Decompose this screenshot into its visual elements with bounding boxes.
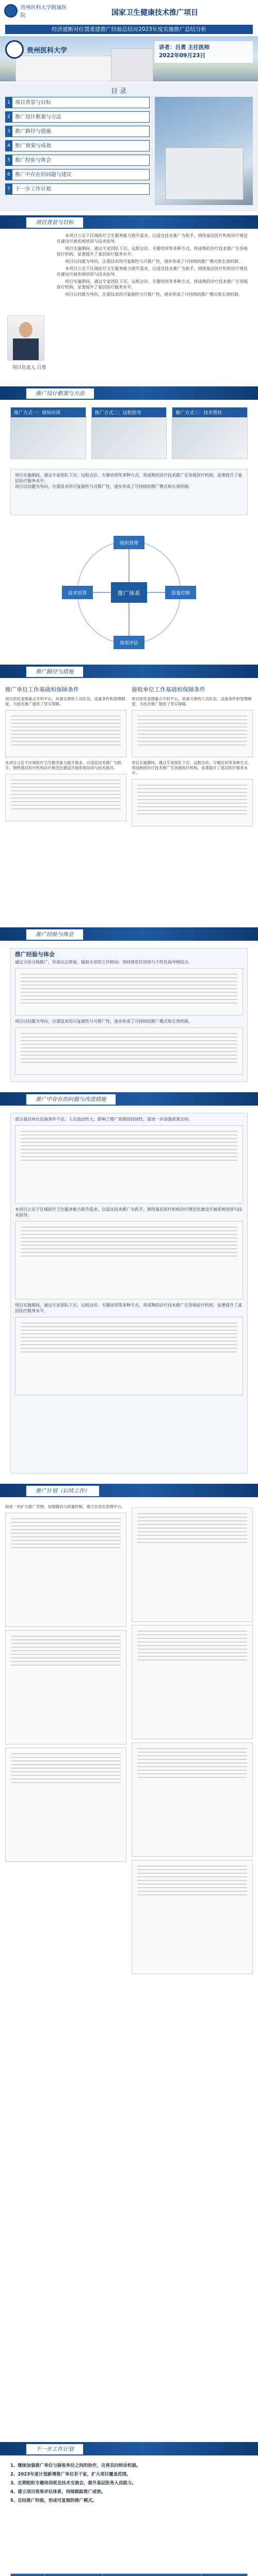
building-shape	[15, 56, 115, 81]
logo-text: 贵州医科大学附属医院	[20, 5, 67, 19]
promotion-diagram	[57, 531, 201, 654]
toc-heading: 目录	[111, 88, 129, 95]
column-body: 项目依托省级重点专科平台，具备完善的人员队伍、设备条件和管理制度，为技术推广提供了坚实保障。	[132, 697, 252, 706]
hero-banner	[0, 36, 258, 81]
text-block: 本项目立足于区域医疗卫生服务能力提升需求，以适宜技术推广为抓手，围绕基层医疗机构诊疗规范化建设开展系统培训与技术指导。	[15, 1207, 242, 1217]
hospital-seal-icon	[4, 4, 18, 18]
speaker-name: 讲者：吕勇 主任医师	[159, 44, 210, 50]
document-scan	[132, 779, 253, 826]
document-scan	[5, 774, 126, 821]
column-right	[132, 1504, 253, 1977]
table-header	[201, 2574, 247, 2576]
plan-item: 5、总结推广经验，形成可复制的推广模式。	[10, 2498, 97, 2503]
text-block: 推广经验与体会	[15, 951, 55, 958]
toc-item[interactable]: 5 推广经验与体会	[5, 155, 150, 166]
section-title: 推广设计框架与方法	[26, 388, 94, 399]
column-right	[132, 685, 253, 829]
text-block: 项目背景与目标	[15, 100, 51, 106]
university-seal-icon	[5, 40, 24, 59]
issues-box	[10, 1113, 248, 1473]
plan-list	[10, 2463, 248, 2506]
intro-text	[57, 233, 248, 299]
plan-table	[10, 2573, 248, 2576]
hospital-logo	[4, 4, 71, 18]
section-band	[0, 215, 258, 229]
experience-box	[10, 948, 248, 1082]
text-block: 通过分层分级推广，形成以点带面、辐射全省的工作格局；坚持规范化培训与个性化指导相结合。	[15, 960, 192, 964]
document-scan	[132, 1507, 253, 1622]
document-scan	[15, 1221, 243, 1299]
column-body: 项目依托省级重点专科平台，具备完善的人员队伍、设备条件和管理制度，为技术推广提供了坚实保障。	[5, 697, 125, 706]
table-header	[103, 2574, 202, 2576]
section-title: 推广路径与措施	[26, 666, 84, 677]
column-title: 接收单位工作基础和保障条件	[132, 686, 205, 693]
toc-item[interactable]: 7 下一步工作计划	[5, 183, 150, 195]
table-of-contents	[0, 82, 258, 211]
plan-item: 2、2023年度计划新增推广单位若干家，扩大项目覆盖范围。	[10, 2472, 131, 2477]
section-title: 项目背景与目标	[26, 217, 84, 228]
section-band	[0, 927, 258, 941]
text-block: 推广方式三：技术帮扶	[172, 408, 247, 417]
document-scan	[15, 968, 243, 1015]
building-shape	[111, 48, 153, 81]
plan-item: 1、继续加强推广单位与接收单位之间的协作，完善双向转诊机制。	[10, 2463, 141, 2468]
section-band	[0, 1484, 258, 1497]
plan-item: 4、建立项目效果评估体系，持续跟踪推广成效。	[10, 2489, 106, 2495]
toc-list	[5, 97, 150, 198]
document-subtitle: 经济道断对位置重建推广经验总结对2023年度实施推广总结分析	[5, 25, 253, 34]
table-header	[11, 2574, 45, 2576]
toc-item[interactable]: 3 推广路径与措施	[5, 126, 150, 137]
column-title: 推广单位工作基础和保障条件	[5, 686, 79, 693]
diagram-center: 推广体系	[118, 590, 140, 597]
text-block: 项目实施期间，通过专家团队下沉、远程会诊、专题培训等多种方式，将成熟的诊疗技术推广至各级医疗机构，显著提升了基层医疗服务水平。	[57, 246, 248, 257]
text-block: 本项目立足于区域医疗卫生服务能力提升需求，以适宜技术推广为抓手，围绕基层医疗机构诊疗规范化建设开展系统培训与技术指导。	[5, 760, 121, 770]
section-title: 推广经验与体会	[26, 929, 84, 940]
section-title: 推广中存在的问题与改进措施	[26, 1094, 116, 1105]
text-block: 推广经验与体会	[15, 158, 51, 163]
document-scan	[15, 1317, 243, 1395]
text-block: 推广路径与措施	[15, 129, 51, 134]
method-cards	[10, 407, 248, 459]
text-block: 推广中存在的问题与建议	[15, 172, 72, 178]
diagram-node: 效果评估	[119, 641, 139, 646]
text-block: 项目实施期间，通过专家团队下沉、远程会诊、专题培训等多种方式，将成熟的诊疗技术推广至各级医疗机构，显著提升了基层医疗服务水平。	[15, 473, 242, 483]
text-block: 部分基层单位设备条件不足、人员流动性大，影响了推广效果的持续性，需进一步加强政策支持。	[15, 1117, 192, 1122]
text-block: 项目以问题为导向，注重技术的可复制性与可推广性，逐步形成了可持续的推广模式和长效机制。	[15, 1019, 192, 1024]
text-block: 推广效果与成效	[15, 143, 51, 149]
document-scan	[15, 1125, 243, 1204]
table-header	[45, 2574, 103, 2576]
document-scan	[132, 1860, 253, 1974]
hospital-photo	[155, 97, 253, 205]
text-block: 项目实施期间，通过专家团队下沉、远程会诊、专题培训等多种方式，将成熟的诊疗技术推广至各级医疗机构，显著提升了基层医疗服务水平。	[15, 1303, 242, 1313]
speaker-panel	[155, 41, 253, 63]
text-block: 项目以问题为导向，注重技术的可复制性与可推广性，逐步形成了可持续的推广模式和长效机制。	[65, 292, 243, 297]
text-block: 项目实施期间，通过专家团队下沉、远程会诊、专题培训等多种方式，将成熟的诊疗技术推广至各级医疗机构，显著提升了基层医疗服务水平。	[57, 279, 248, 290]
document-title: 国家卫生健康技术推广项目	[111, 9, 198, 17]
method-notes	[10, 469, 248, 515]
leader-caption: 项目负责人 吕勇	[12, 365, 46, 370]
plan-item: 3、定期组织专题培训班及技术交流会，提升基层医务人员能力。	[10, 2481, 136, 2486]
method-card	[172, 407, 248, 459]
project-leader	[7, 315, 51, 370]
document-scan	[15, 1027, 243, 1075]
speaker-date: 2022年09月23日	[159, 53, 205, 59]
method-card	[91, 407, 167, 459]
section-band	[0, 386, 258, 400]
diagram-node: 组织管理	[119, 541, 139, 546]
section-title: 推广计划（后续工作）	[26, 1485, 100, 1497]
text-block: 项目以问题为导向，注重技术的可复制性与可推广性，逐步形成了可持续的推广模式和长效机制。	[15, 484, 192, 489]
section-band	[0, 2442, 258, 2455]
document-scan	[5, 1513, 126, 1627]
document-scan	[5, 710, 126, 757]
text-block: 项目实施期间，通过专家团队下沉、远程会诊、专题培训等多种方式，将成熟的诊疗技术推广至各级医疗机构，显著提升了基层医疗服务水平。	[132, 760, 252, 775]
column-left	[5, 1504, 126, 1977]
hero-brand-text: 贵州医科大学	[27, 46, 68, 55]
diagram-node: 技术培训	[68, 591, 87, 596]
toc-item[interactable]: 1 项目背景与目标	[5, 97, 150, 108]
document-scan	[132, 1742, 253, 1857]
toc-item[interactable]: 2 推广设计框架与方法	[5, 111, 150, 123]
diagram-node: 质量控制	[171, 591, 190, 596]
section-title: 下一步工作计划	[26, 2444, 84, 2455]
text-block: 推广设计框架与方法	[15, 114, 61, 120]
conditions-columns	[5, 685, 253, 829]
text-block: 项目以问题为导向，注重技术的可复制性与可推广性，逐步形成了可持续的推广模式和长效机制。	[65, 259, 243, 264]
column-left	[5, 685, 126, 829]
section-band	[0, 1092, 258, 1106]
method-card	[10, 407, 86, 459]
document-scan	[5, 1748, 126, 1862]
text-block: 拟进一步扩大推广范围，加强随访与质量控制，建立信息化管理平台。	[5, 1504, 125, 1509]
document-scan	[132, 710, 253, 757]
document-scan	[5, 1630, 126, 1744]
text-block: 下一步工作计划	[15, 187, 51, 192]
toc-item[interactable]: 4 推广效果与成效	[5, 140, 150, 151]
document-scan	[132, 1625, 253, 1739]
section-band	[0, 665, 258, 678]
evidence-columns	[5, 1504, 253, 1977]
text-block: 推广方式一：现场培训	[11, 408, 86, 417]
hero-brand	[5, 40, 67, 59]
text-block: 本项目立足于区域医疗卫生服务能力提升需求，以适宜技术推广为抓手，围绕基层医疗机构诊疗规范化建设开展系统培训与技术指导。	[57, 233, 248, 244]
text-block: 本项目立足于区域医疗卫生服务能力提升需求，以适宜技术推广为抓手，围绕基层医疗机构诊疗规范化建设开展系统培训与技术指导。	[57, 266, 248, 277]
text-block: 推广方式二：远程指导	[92, 408, 167, 417]
toc-item[interactable]: 6 推广中存在的问题与建议	[5, 169, 150, 180]
leader-portrait	[7, 315, 44, 361]
